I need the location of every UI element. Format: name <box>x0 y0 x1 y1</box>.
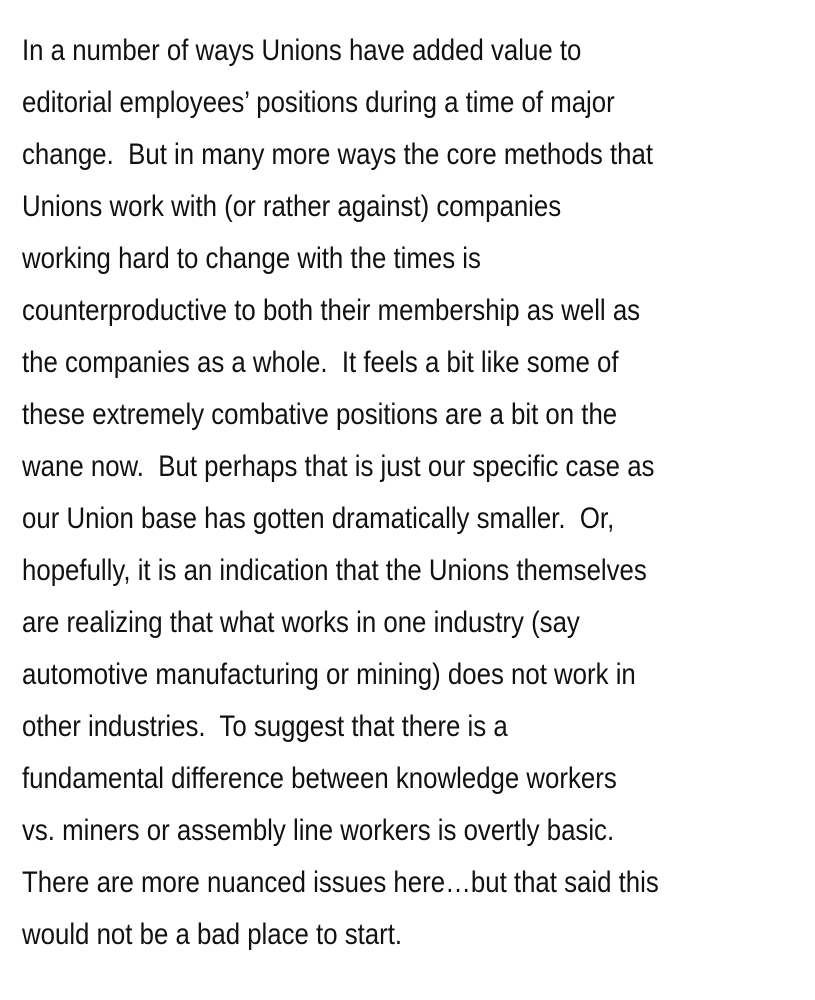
paragraph-line: wane now. But perhaps that is just our specific case as <box>22 450 655 483</box>
paragraph-line: these extremely combative positions are a bit on the <box>22 398 618 431</box>
article-paragraph <box>22 25 693 961</box>
paragraph-line: other industries. To suggest that there is a <box>22 710 508 743</box>
paragraph-line: are realizing that what works in one industry (say <box>22 606 580 639</box>
paragraph-line: vs. miners or assembly line workers is overtly basic. <box>22 814 615 847</box>
paragraph-line: editorial employees’ positions during a time of major <box>22 86 615 119</box>
paragraph-line: our Union base has gotten dramatically smaller. Or, <box>22 502 615 535</box>
paragraph-line: counterproductive to both their membership as well as <box>22 294 641 327</box>
paragraph-line: fundamental difference between knowledge workers <box>22 762 617 795</box>
paragraph-line: In a number of ways Unions have added value to <box>22 34 582 67</box>
paragraph-line: working hard to change with the times is <box>22 242 481 275</box>
paragraph-line: Unions work with (or rather against) companies <box>22 190 562 223</box>
paragraph-line: hopefully, it is an indication that the Unions themselves <box>22 554 647 587</box>
paragraph-line: automotive manufacturing or mining) does not work in <box>22 658 636 691</box>
paragraph-line: would not be a bad place to start. <box>22 918 403 951</box>
paragraph-line: change. But in many more ways the core methods that <box>22 138 653 171</box>
paragraph-line: There are more nuanced issues here…but that said this <box>22 866 659 899</box>
paragraph-line: the companies as a whole. It feels a bit like some of <box>22 346 619 379</box>
